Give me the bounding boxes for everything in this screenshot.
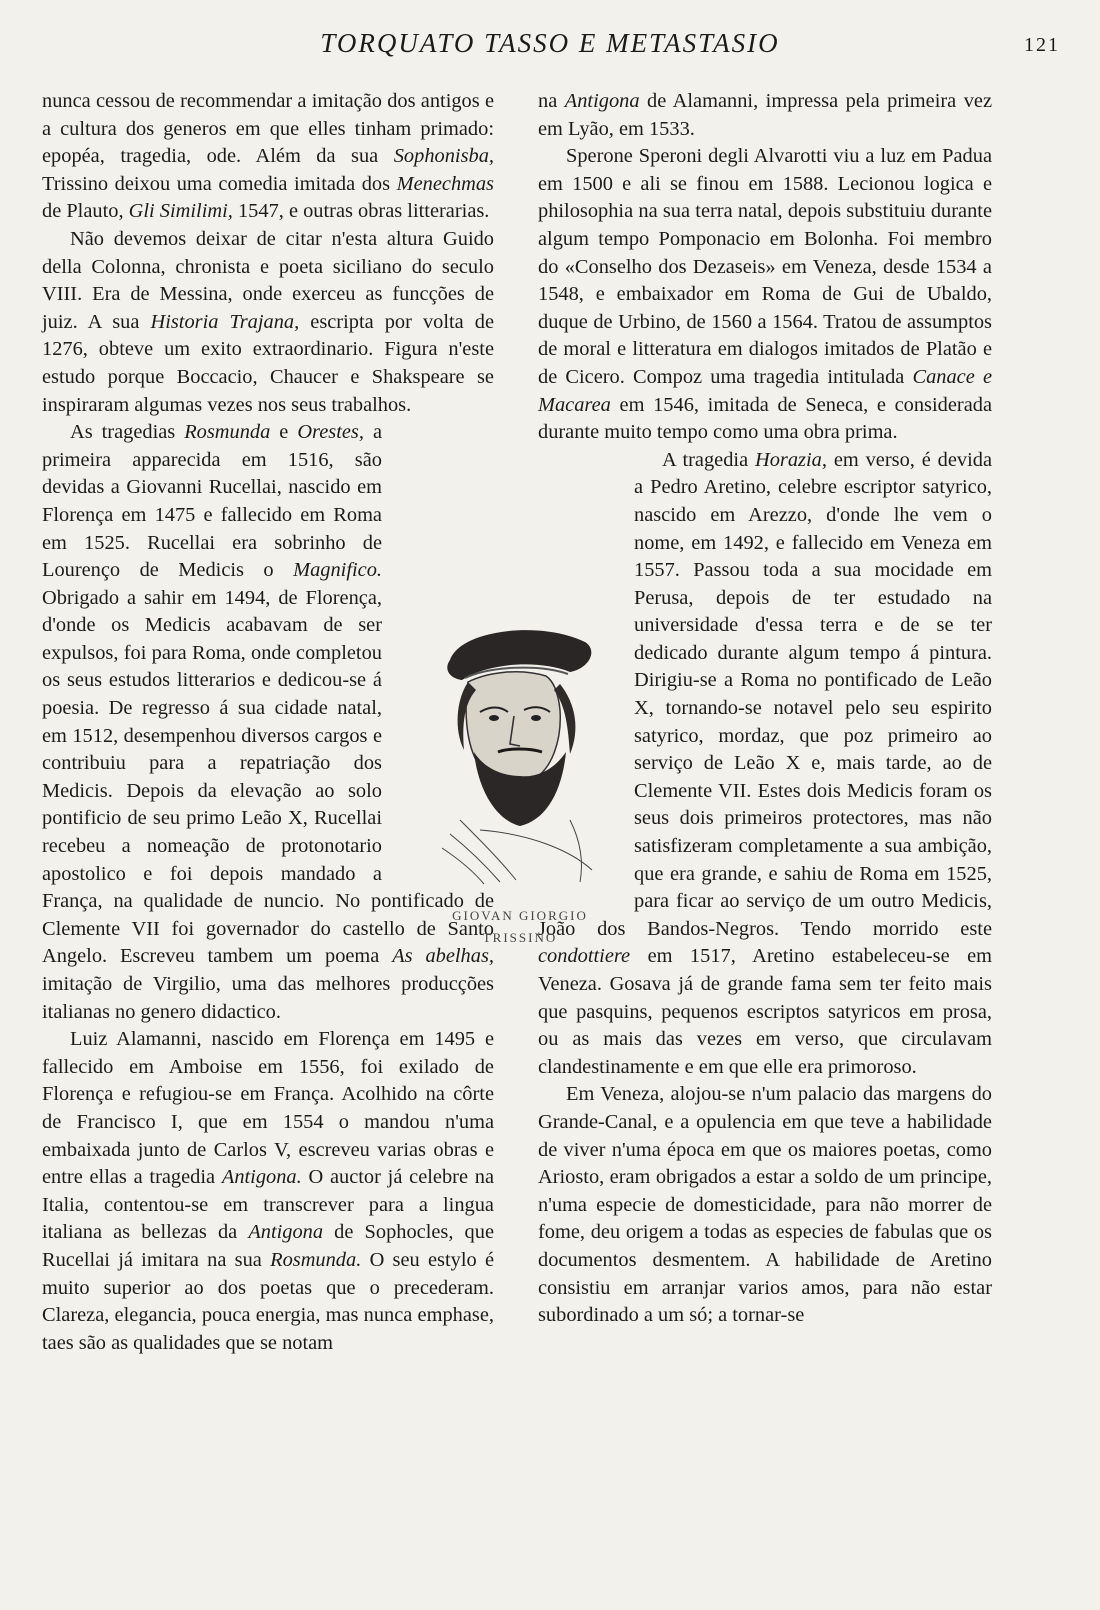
italic-text: Orestes, [297,421,364,444]
text-run: de Sophocles, que Rucellai já imitara na sua [42,1221,494,1271]
italic-text: Menechmas [396,172,494,195]
text-run: nunca cessou de recommendar a imitação dos antigos e a cultura dos generos em que elles tinham primado: epopéa, tragedia, ode. Além da sua [42,90,494,168]
italic-text: Rosmunda [184,421,271,444]
paragraph [42,1026,494,1357]
text-run: Luiz Alamanni, nascido em Florença em 1495 e fallecido em Amboise em 1556, foi exilado de Florença e refugiou-se em França. Acolhido na côrte de Francisco I, que em 1554 o mandou n'uma embaixada junto de Carlos V, escreveu varias obras e entre ellas a tragedia [42,1028,494,1189]
text-run: de Alamanni, impressa pela primeira vez em Lyão, em 1533. [538,90,993,140]
text-run: escripta por volta de 1276, obteve um exito extraordinario. Figura n'este estudo porque Boccacio, Chaucer e Shakspeare se inspiraram algumas vezes nos seus trabalhos. [42,310,495,416]
italic-text: As abelhas, [392,945,494,968]
running-title: TORQUATO TASSO E METASTASIO [320,28,780,58]
text-run: A tragedia [662,448,755,471]
text-run: a primeira apparecida em 1516, são devidas a Giovanni Rucellai, nascido em Florença em 1475 e fallecido em Roma em 1525. Rucellai era sobrinho de Lourenço de Medicis o [42,421,382,582]
italic-text: Horazia, [755,448,827,471]
text-run: em 1517, Aretino estabeleceu-se em Veneza. Gosava já de grande fama sem ter feito mais que pasquins, pequenos escriptos satyricos em prosa, ou as mais das vezes em verso, que circulavam clandestinamente e em que elle era primoroso. [538,945,992,1078]
italic-text: Canace e Macarea [538,365,992,416]
text-run: As tragedias [70,421,185,444]
italic-text: Magnifico. [293,559,382,582]
italic-text: condottiere [538,945,631,968]
paragraph [538,88,992,143]
text-run: e [270,421,298,444]
text-run: Não devemos deixar de citar n'esta altura Guido della Colonna, chronista e poeta siciliano do seculo VIII. Era de Messina, onde exerceu as funcções de juiz. A sua [42,227,494,333]
text-run: Obrigado a sahir em 1494, de Florença, d'onde os Medicis acabavam de ser expulsos, foi para Roma, onde completou os seus estudos litterarios e dedicou-se á poesia. De regresso á sua cidade natal, em 1512, desempenhou diversos cargos e contribuiu para a repatriação dos Medicis. Depois da elevação ao solo pontificio de seu primo Leão X, Rucellai recebeu a nomeação de protonotario apostolico e foi depois mandado a França, na qualidade de nuncio. No pontificado de Clemente VII foi governador do castello de Santo Angelo. Escreveu tambem um poema [42,586,494,968]
paragraph [538,1081,992,1329]
text-run: em verso, é devida a Pedro Aretino, celebre escriptor satyrico, nascido em Arezzo, d'onde lhe vem o nome, em 1492, e fallecido em Veneza em 1557. Passou toda a sua mocidade em Perusa, depois de ter estudado na universidade d'essa terra e de se ter dedicado durante algum tempo á pintura. Dirigiu-se a Roma no pontificado de Leão X, tornando-se notavel pelo seu espirito satyrico, mordaz, que poz primeiro ao serviço de Leão X e, mais tarde, ao de Clemente VII. Estes dois Medicis foram os seus dois primeiros protectores, mas não satisfizeram completamente a sua ambição, que era grande, e sahiu de Roma em 1525, para ficar ao serviço de um outro Medicis, João dos Bandos-Negros. Tendo morrido este [538,448,992,940]
italic-text: Sophonisba, [393,145,494,168]
italic-text: Rosmunda. [270,1248,362,1271]
caption-line-1: GIOVAN GIORGIO [452,908,588,923]
caption-line-2: TRISSINO [482,930,558,945]
paragraph [538,143,992,447]
italic-text: Gli Similimi, [128,200,233,223]
italic-text: Historia Trajana, [150,310,300,333]
text-run: em 1546, imitada de Seneca, e considerada durante muito tempo como uma obra prima. [538,393,992,444]
paragraph [42,226,494,419]
portrait-engraving [420,620,620,890]
text-run: na [538,90,565,112]
text-run: O auctor já celebre na Italia, contentou-se em transcrever para a lingua italiana as bellezas da [42,1166,494,1244]
text-run: Trissino deixou uma comedia imitada dos [42,172,397,195]
text-run: imitação de Virgilio, uma das melhores producções italianas no genero didactico. [42,973,494,1023]
portrait-caption [430,905,610,949]
text-run: O seu estylo é muito superior ao dos poetas que o precederam. Clareza, elegancia, pouca energia, mas nunca emphase, taes são as qualidades que se notam [42,1248,494,1354]
text-run: Sperone Speroni degli Alvarotti viu a luz em Padua em 1500 e ali se finou em 1588. Lecionou logica e philosophia na sua terra natal, depois substituiu durante algum tempo Pomponacio em Bolonha. Foi membro do «Conselho dos Dezaseis» em Veneza, desde 1534 a 1548, e embaixador em Roma de Gui de Ubaldo, duque de Urbino, de 1560 a 1564. Tratou de assumptos de moral e litteratura em dialogos imitados de Platão e de Cicero. Compoz uma tragedia intitulada [538,145,992,388]
text-run: Em Veneza, alojou-se n'um palacio das margens do Grande-Canal, e a opulencia em que teve a habilidade de viver n'uma época em que os maiores poetas, como Ariosto, eram obrigados a estar a soldo de um principe, n'uma especie de domesticidade, para não morrer de fome, deu origem a todas as especies de fabulas que os documentos desmentem. A habilidade de Aretino consistiu em arranjar varios amos, para não estar subordinado a um só; a tornar-se [538,1083,992,1327]
running-head [60,28,1060,68]
text-run: de Plauto, [42,200,129,223]
paragraph [42,88,494,226]
text-run: 1547, e outras obras litterarias. [232,200,490,223]
italic-text: Antigona [248,1221,324,1244]
italic-text: Antigona. [221,1166,302,1189]
italic-text: Antigona [564,90,640,112]
page-number: 121 [1024,34,1060,56]
